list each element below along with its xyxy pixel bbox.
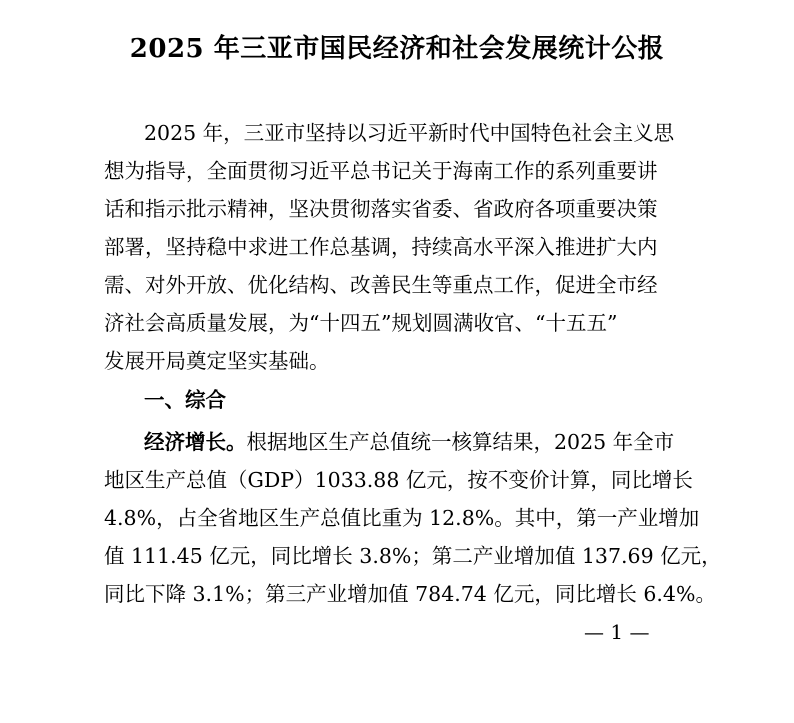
- paragraph-line: 济社会高质量发展，为“十四五”规划圆满收官、“十五五”: [104, 311, 618, 335]
- growth-label: 经济增长。: [144, 430, 247, 454]
- paragraph-line: 值 111.45 亿元，同比增长 3.8%；第二产业增加值 137.69 亿元，: [104, 544, 722, 568]
- paragraph-line: 部署，坚持稳中求进工作总基调，持续高水平深入推进扩大内: [104, 235, 658, 259]
- paragraph-line: 想为指导，全面贯彻习近平总书记关于海南工作的系列重要讲: [104, 159, 658, 183]
- paragraph-line: 4.8%，占全省地区生产总值比重为 12.8%。其中，第一产业增加: [104, 506, 700, 530]
- paragraph-line: 发展开局奠定坚实基础。: [104, 349, 330, 373]
- page-number: — 1 —: [584, 620, 650, 644]
- growth-text: 根据地区生产总值统一核算结果，2025 年全市: [246, 430, 675, 454]
- paragraph-line: 话和指示批示精神，坚决贯彻落实省委、省政府各项重要决策: [104, 197, 658, 221]
- paragraph-line: 地区生产总值（GDP）1033.88 亿元，按不变价计算，同比增长: [104, 468, 693, 492]
- paragraph-line: 需、对外开放、优化结构、改善民生等重点工作，促进全市经: [104, 273, 658, 297]
- paragraph-line: 同比下降 3.1%；第三产业增加值 784.74 亿元，同比增长 6.4%。: [104, 582, 716, 606]
- paragraph-line: 2025 年，三亚市坚持以习近平新时代中国特色社会主义思: [144, 121, 675, 145]
- paragraph-line: [144, 425, 674, 455]
- section-heading: 一、综合: [144, 388, 226, 412]
- document-title: 2025 年三亚市国民经济和社会发展统计公报: [129, 34, 665, 64]
